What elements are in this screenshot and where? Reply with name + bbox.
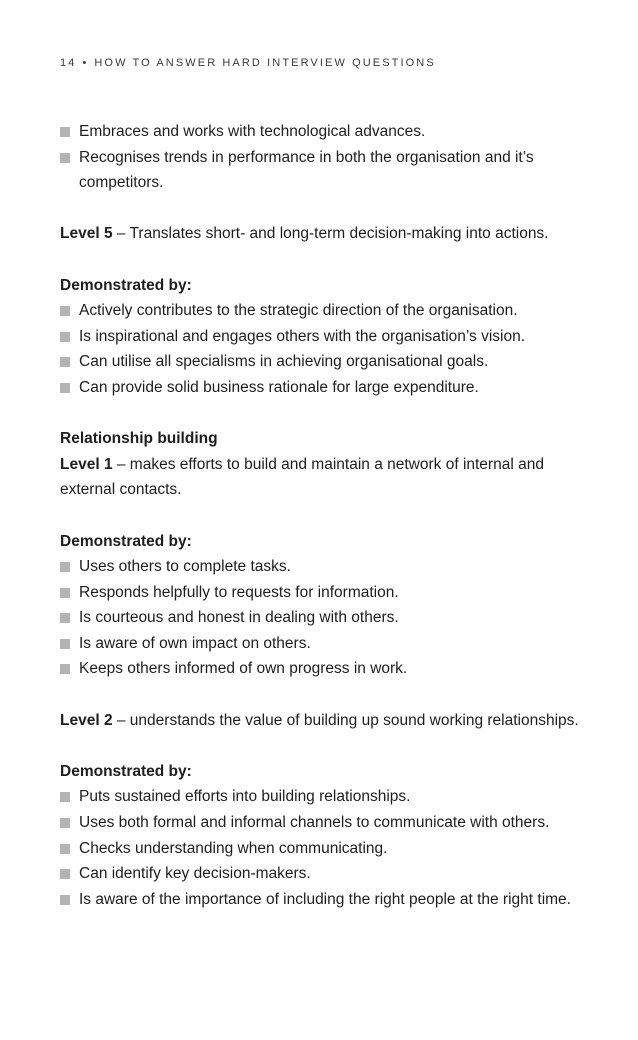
demonstrated-by-heading: Demonstrated by: (60, 276, 192, 294)
running-header (60, 57, 436, 69)
book-title: HOW TO ANSWER HARD INTERVIEW QUESTIONS (94, 57, 436, 69)
demonstrated-by-heading: Demonstrated by: (60, 762, 192, 780)
level-5-description: Level 5 – Translates short- and long-term decision-making into actions. (60, 225, 549, 243)
square-bullet-icon (60, 383, 70, 393)
square-bullet-icon (60, 562, 70, 572)
bullet-list (60, 784, 600, 912)
list-item: Recognises trends in performance in both the organisation and it’s competitors. (60, 145, 600, 196)
list-item: Is aware of the importance of including the right people at the right time. (60, 887, 600, 913)
list-item: Embraces and works with technological advances. (60, 119, 600, 145)
header-separator: • (82, 57, 89, 69)
list-item: Can identify key decision-makers. (60, 861, 600, 887)
square-bullet-icon (60, 844, 70, 854)
level-label: Level 5 (60, 225, 113, 243)
square-bullet-icon (60, 792, 70, 802)
square-bullet-icon (60, 818, 70, 828)
page-number: 14 (60, 57, 77, 69)
square-bullet-icon (60, 153, 70, 163)
list-item: Is inspirational and engages others with the organisation’s vision. (60, 324, 600, 350)
square-bullet-icon (60, 895, 70, 905)
bullet-list (60, 298, 600, 400)
square-bullet-icon (60, 869, 70, 879)
level-1-description: Level 1 – makes efforts to build and maintain a network of internal and external contacts. (60, 455, 544, 499)
list-item: Keeps others informed of own progress in work. (60, 656, 600, 682)
square-bullet-icon (60, 664, 70, 674)
square-bullet-icon (60, 639, 70, 649)
list-item: Checks understanding when communicating. (60, 836, 600, 862)
bullet-list (60, 554, 600, 682)
list-item: Can provide solid business rationale for large expenditure. (60, 375, 600, 401)
page-body (60, 119, 600, 912)
square-bullet-icon (60, 306, 70, 316)
list-item: Responds helpfully to requests for information. (60, 580, 600, 606)
list-item: Uses both formal and informal channels to communicate with others. (60, 810, 600, 836)
list-item: Puts sustained efforts into building relationships. (60, 784, 600, 810)
list-item: Uses others to complete tasks. (60, 554, 600, 580)
demonstrated-by-heading: Demonstrated by: (60, 532, 192, 550)
level-label: Level 1 (60, 455, 113, 473)
list-item: Is aware of own impact on others. (60, 631, 600, 657)
list-item: Actively contributes to the strategic direction of the organisation. (60, 298, 600, 324)
level-2-description: Level 2 – understands the value of building up sound working relationships. (60, 711, 579, 729)
square-bullet-icon (60, 127, 70, 137)
square-bullet-icon (60, 332, 70, 342)
bullet-list (60, 119, 600, 196)
level-label: Level 2 (60, 711, 113, 729)
section-heading: Relationship building (60, 430, 218, 448)
list-item: Can utilise all specialisms in achieving organisational goals. (60, 349, 600, 375)
square-bullet-icon (60, 613, 70, 623)
list-item: Is courteous and honest in dealing with others. (60, 605, 600, 631)
square-bullet-icon (60, 357, 70, 367)
square-bullet-icon (60, 588, 70, 598)
